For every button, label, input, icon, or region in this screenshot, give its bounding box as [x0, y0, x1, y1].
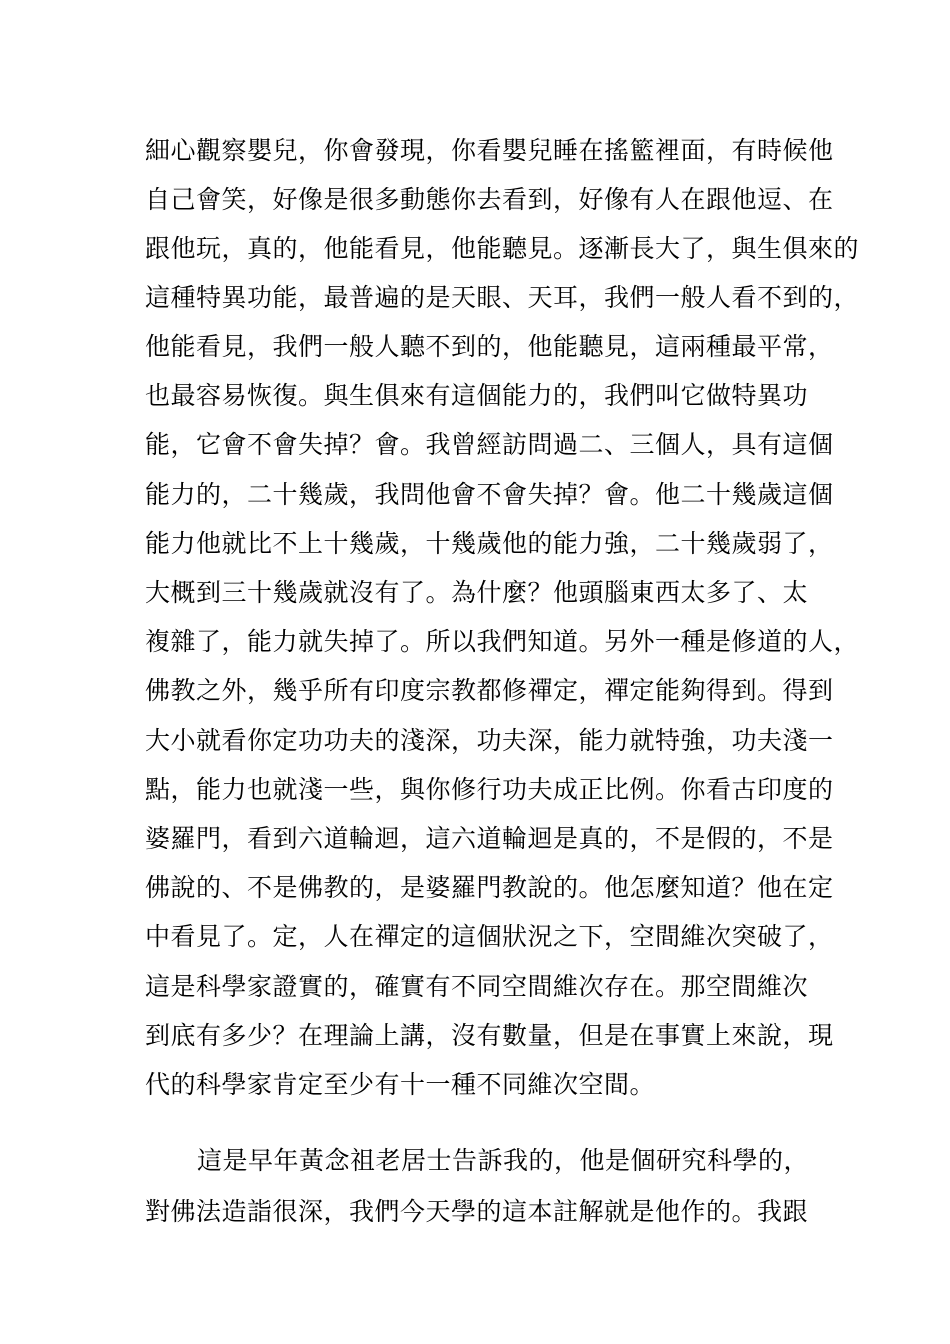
text-line: 這種特異功能，最普遍的是天眼、天耳，我們一般人看不到的， [145, 283, 860, 312]
text-line: 到底有多少？在理論上講，沒有數量，但是在事實上來說，現 [145, 1021, 834, 1050]
text-line: 這是科學家證實的，確實有不同空間維次存在。那空間維次 [145, 972, 809, 1001]
text-line: 他能看見，我們一般人聽不到的，他能聽見，這兩種最平常， [145, 332, 834, 361]
text-line: 細心觀察嬰兒，你會發現，你看嬰兒睡在搖籃裡面，有時候他 [145, 136, 834, 165]
text-line: 能力他就比不上十幾歲，十幾歲他的能力強，二十幾歲弱了， [145, 529, 834, 558]
text-line: 複雜了，能力就失掉了。所以我們知道。另外一種是修道的人， [145, 627, 860, 656]
text-line: 佛說的、不是佛教的，是婆羅門教說的。他怎麼知道？他在定 [145, 873, 834, 902]
text-line: 也最容易恢復。與生俱來有這個能力的，我們叫它做特異功 [145, 381, 809, 410]
text-line: 大概到三十幾歲就沒有了。為什麼？他頭腦東西太多了、太 [145, 578, 809, 607]
text-line: 中看見了。定，人在禪定的這個狀況之下，空間維次突破了， [145, 922, 834, 951]
text-line: 對佛法造詣很深，我們今天學的這本註解就是他作的。我跟 [145, 1197, 809, 1226]
text-line: 能力的，二十幾歲，我問他會不會失掉？會。他二十幾歲這個 [145, 480, 834, 509]
text-line: 代的科學家肯定至少有十一種不同維次空間。 [145, 1070, 656, 1099]
text-line: 自己會笑，好像是很多動態你去看到，好像有人在跟他逗、在 [145, 185, 834, 214]
text-line: 點，能力也就淺一些，與你修行功夫成正比例。你看古印度的 [145, 775, 834, 804]
text-line: 能，它會不會失掉？會。我曾經訪問過二、三個人，具有這個 [145, 430, 834, 459]
text-line: 婆羅門，看到六道輪迴，這六道輪迴是真的，不是假的，不是 [145, 824, 834, 853]
text-line: 佛教之外，幾乎所有印度宗教都修禪定，禪定能夠得到。得到 [145, 676, 834, 705]
paragraph-start-line: 這是早年黃念祖老居士告訴我的，他是個研究科學的， [197, 1146, 810, 1175]
text-line: 大小就看你定功功夫的淺深，功夫深，能力就特強，功夫淺一 [145, 726, 834, 755]
text-line: 跟他玩，真的，他能看見，他能聽見。逐漸長大了，與生俱來的 [145, 234, 860, 263]
